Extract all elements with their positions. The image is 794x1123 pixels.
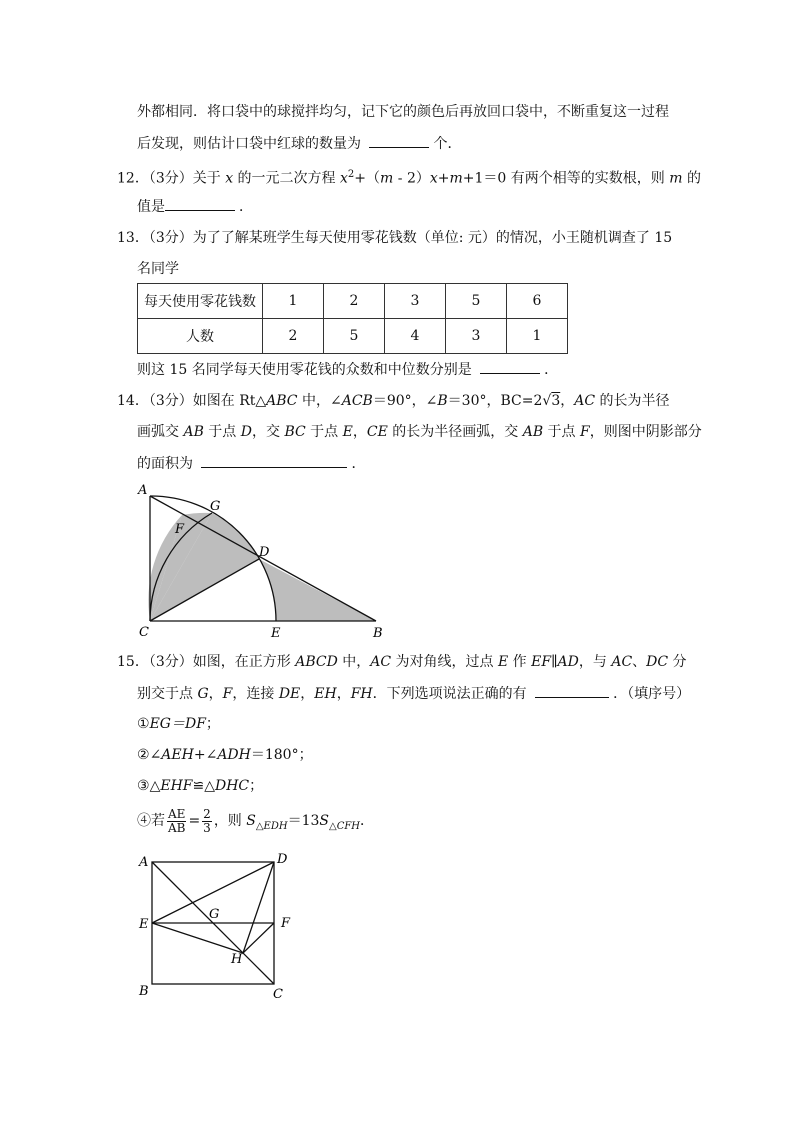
q14-text: 的面积为 bbox=[137, 456, 198, 472]
q15-label-c: C bbox=[273, 987, 283, 1002]
q15-label-a: A bbox=[139, 855, 149, 870]
fraction-denominator: AB bbox=[167, 820, 186, 835]
table-cell: 4 bbox=[385, 319, 446, 354]
q14-label-f: F bbox=[175, 522, 185, 537]
q14-var: BC bbox=[284, 424, 306, 440]
q15-var: DHC bbox=[215, 778, 250, 794]
q15-option-text: ； bbox=[205, 716, 220, 732]
q15-text: ．下列选项说法正确的有 bbox=[372, 686, 532, 702]
q15-text: ．（填序号） bbox=[613, 686, 691, 702]
q14-label-a: A bbox=[138, 483, 148, 498]
sqrt-symbol: √ bbox=[542, 393, 552, 409]
q15-var: ADH bbox=[217, 747, 251, 763]
fraction-numerator: AE bbox=[168, 806, 186, 821]
q13-text: 则这 15 名同学每天使用零花钱的众数和中位数分别是 bbox=[137, 362, 477, 378]
table-cell: 3 bbox=[446, 319, 507, 354]
q15-text: 如图，在正方形 bbox=[192, 654, 296, 670]
q15-text: 中， bbox=[337, 654, 371, 670]
q13-line2: 名同学 bbox=[137, 261, 179, 277]
q14-var: F bbox=[580, 424, 590, 440]
q14-var: B bbox=[437, 393, 448, 409]
q12-text: +1＝0 有两个相等的实数根，则 bbox=[462, 170, 670, 187]
q14-text: ， bbox=[352, 424, 367, 440]
q12-text: - 2） bbox=[393, 170, 430, 187]
q14-text: 于点 bbox=[305, 424, 343, 440]
option-number: ④ bbox=[137, 813, 151, 829]
q15-option-text: ＝13 bbox=[287, 813, 320, 829]
table-cell: 5 bbox=[324, 319, 385, 354]
q14-var: E bbox=[342, 424, 353, 440]
q15-option-text: ； bbox=[249, 778, 264, 794]
q15-text: 、 bbox=[632, 654, 647, 670]
q11-line2a: 后发现，则估计口袋中红球的数量为 bbox=[137, 136, 366, 152]
q14-text: 的长为半径 bbox=[595, 393, 670, 409]
q14-text: 画弧交 bbox=[137, 424, 184, 440]
q15-text: ， bbox=[336, 686, 351, 702]
fraction-numerator: 2 bbox=[203, 806, 211, 821]
option-number: ① bbox=[137, 716, 150, 732]
q15-option-text: 若 bbox=[151, 813, 165, 829]
q15-option-text: ． bbox=[360, 813, 375, 829]
q15-var: ABCD bbox=[295, 654, 338, 670]
q12-text: +（ bbox=[354, 170, 381, 187]
q14-var: AB bbox=[183, 424, 204, 440]
q15-option-text: = bbox=[188, 813, 201, 829]
q14-var: D bbox=[240, 424, 252, 440]
q12-text: 的 bbox=[682, 170, 701, 187]
q15-option-text: EG＝DF bbox=[149, 716, 206, 732]
q15-option-text: ＝180°； bbox=[250, 747, 313, 763]
q15-option-text: △ bbox=[149, 778, 161, 794]
q11-line2b: 个． bbox=[433, 136, 462, 152]
q15-label-e: E bbox=[139, 917, 149, 932]
q14-radicand: 3 bbox=[551, 393, 561, 409]
q14-label-g: G bbox=[210, 499, 221, 514]
q15-text: 为对角线，过点 bbox=[391, 654, 498, 670]
table-cell: 1 bbox=[507, 319, 568, 354]
q12-text: ． bbox=[239, 199, 253, 215]
q14-text: 的长为半径画弧，交 bbox=[387, 424, 523, 440]
q15-number: 15． bbox=[117, 654, 149, 670]
q15-subscript: △EDH bbox=[255, 820, 288, 832]
fraction-denominator: 3 bbox=[203, 820, 211, 835]
q14-text: ， bbox=[560, 393, 575, 409]
q12-var-m: m bbox=[380, 170, 394, 187]
q12-text: 关于 bbox=[192, 170, 226, 187]
q15-var: FH bbox=[350, 686, 373, 702]
q14-var: ACB bbox=[341, 393, 373, 409]
q14-text: 于点 bbox=[543, 424, 581, 440]
table-header-cell: 每天使用零花钱数 bbox=[138, 284, 263, 319]
q15-var: EF∥AD bbox=[531, 654, 579, 670]
q15-text: ， bbox=[300, 686, 315, 702]
table-cell: 6 bbox=[507, 284, 568, 319]
q13-text: 为了了解某班学生每天使用零花钱数（单位: 元）的情况，小王随机调查了 15 bbox=[192, 230, 673, 246]
q15-var: EH bbox=[314, 686, 337, 702]
q15-option-text: +∠ bbox=[193, 747, 218, 763]
q15-label-d: D bbox=[277, 852, 288, 867]
q12-text: + bbox=[437, 170, 450, 187]
q15-subscript: △CFH bbox=[329, 820, 361, 832]
table-cell: 5 bbox=[446, 284, 507, 319]
q15-label-f: F bbox=[281, 916, 291, 931]
q15-score: （3分） bbox=[148, 654, 193, 670]
q15-option-text: ∠ bbox=[149, 747, 162, 763]
q15-var: E bbox=[498, 654, 509, 670]
q15-text: 别交于点 bbox=[137, 686, 198, 702]
q12-exponent: 2 bbox=[347, 169, 355, 180]
q14-label-c: C bbox=[139, 625, 149, 640]
q15-var: DE bbox=[278, 686, 301, 702]
q15-var: EHF bbox=[160, 778, 193, 794]
table-header-cell: 人数 bbox=[138, 319, 263, 354]
table-cell: 2 bbox=[324, 284, 385, 319]
q14-var: AC bbox=[574, 393, 596, 409]
q12-var-x: x bbox=[429, 170, 438, 187]
q14-text: ，则图中阴影部分 bbox=[589, 424, 702, 440]
q14-var: AB bbox=[522, 424, 544, 440]
q14-var: CE bbox=[366, 424, 388, 440]
q14-score: （3分） bbox=[148, 393, 193, 409]
q15-var: AC bbox=[611, 654, 633, 670]
option-number: ② bbox=[137, 747, 150, 763]
q15-text: ， bbox=[208, 686, 223, 702]
q11-line1: 外都相同．将口袋中的球搅拌均匀，记下它的颜色后再放回口袋中，不断重复这一过程 bbox=[137, 104, 669, 120]
q12-score: （3分） bbox=[148, 170, 193, 187]
q15-label-b: B bbox=[139, 984, 149, 999]
q14-number: 14． bbox=[117, 393, 149, 409]
q12-var-m: m bbox=[449, 170, 463, 187]
q15-var: G bbox=[197, 686, 209, 702]
q12-text: 值是 bbox=[137, 199, 165, 215]
q13-score: （3分） bbox=[148, 230, 193, 246]
q12-number: 12． bbox=[117, 170, 149, 187]
q14-text: ，交 bbox=[252, 424, 285, 440]
q14-text: ＝90°，∠ bbox=[372, 393, 438, 409]
q14-label-e: E bbox=[271, 626, 281, 641]
q14-text: 如图在 Rt△ bbox=[192, 393, 267, 409]
q15-var: AEH bbox=[161, 747, 194, 763]
q15-var: S bbox=[319, 813, 330, 829]
q15-text: ，与 bbox=[578, 654, 612, 670]
q14-text: 中，∠ bbox=[297, 393, 342, 409]
q15-text: 分 bbox=[668, 654, 687, 670]
q12-var-x: x bbox=[340, 170, 348, 187]
q15-var: DC bbox=[646, 654, 669, 670]
q15-var: F bbox=[222, 686, 233, 702]
table-cell: 2 bbox=[263, 319, 324, 354]
q15-segment-eh bbox=[152, 923, 243, 953]
q15-option-text: ，则 bbox=[213, 813, 247, 829]
q13-text: ． bbox=[544, 362, 559, 378]
q14-label-b: B bbox=[373, 626, 383, 641]
q12-text: 的一元二次方程 bbox=[233, 170, 341, 187]
q14-text: ＝30°，BC=2 bbox=[447, 393, 543, 409]
q14-text: 于点 bbox=[203, 424, 241, 440]
q15-var: AC bbox=[370, 654, 392, 670]
q15-label-h: H bbox=[231, 952, 243, 967]
q14-label-d: D bbox=[259, 545, 270, 560]
option-number: ③ bbox=[137, 778, 150, 794]
q15-text: 作 bbox=[508, 654, 532, 670]
q15-label-g: G bbox=[209, 907, 220, 922]
table-cell: 3 bbox=[385, 284, 446, 319]
q14-text: ． bbox=[351, 456, 366, 472]
q15-var: S bbox=[246, 813, 256, 829]
q12-var-x: x bbox=[225, 170, 234, 187]
q12-var-m: m bbox=[669, 170, 683, 187]
q14-var: ABC bbox=[266, 393, 298, 409]
q13-number: 13． bbox=[117, 230, 149, 246]
table-cell: 1 bbox=[263, 284, 324, 319]
q15-text: ，连接 bbox=[232, 686, 279, 702]
q15-option-text: ≌△ bbox=[192, 778, 215, 794]
